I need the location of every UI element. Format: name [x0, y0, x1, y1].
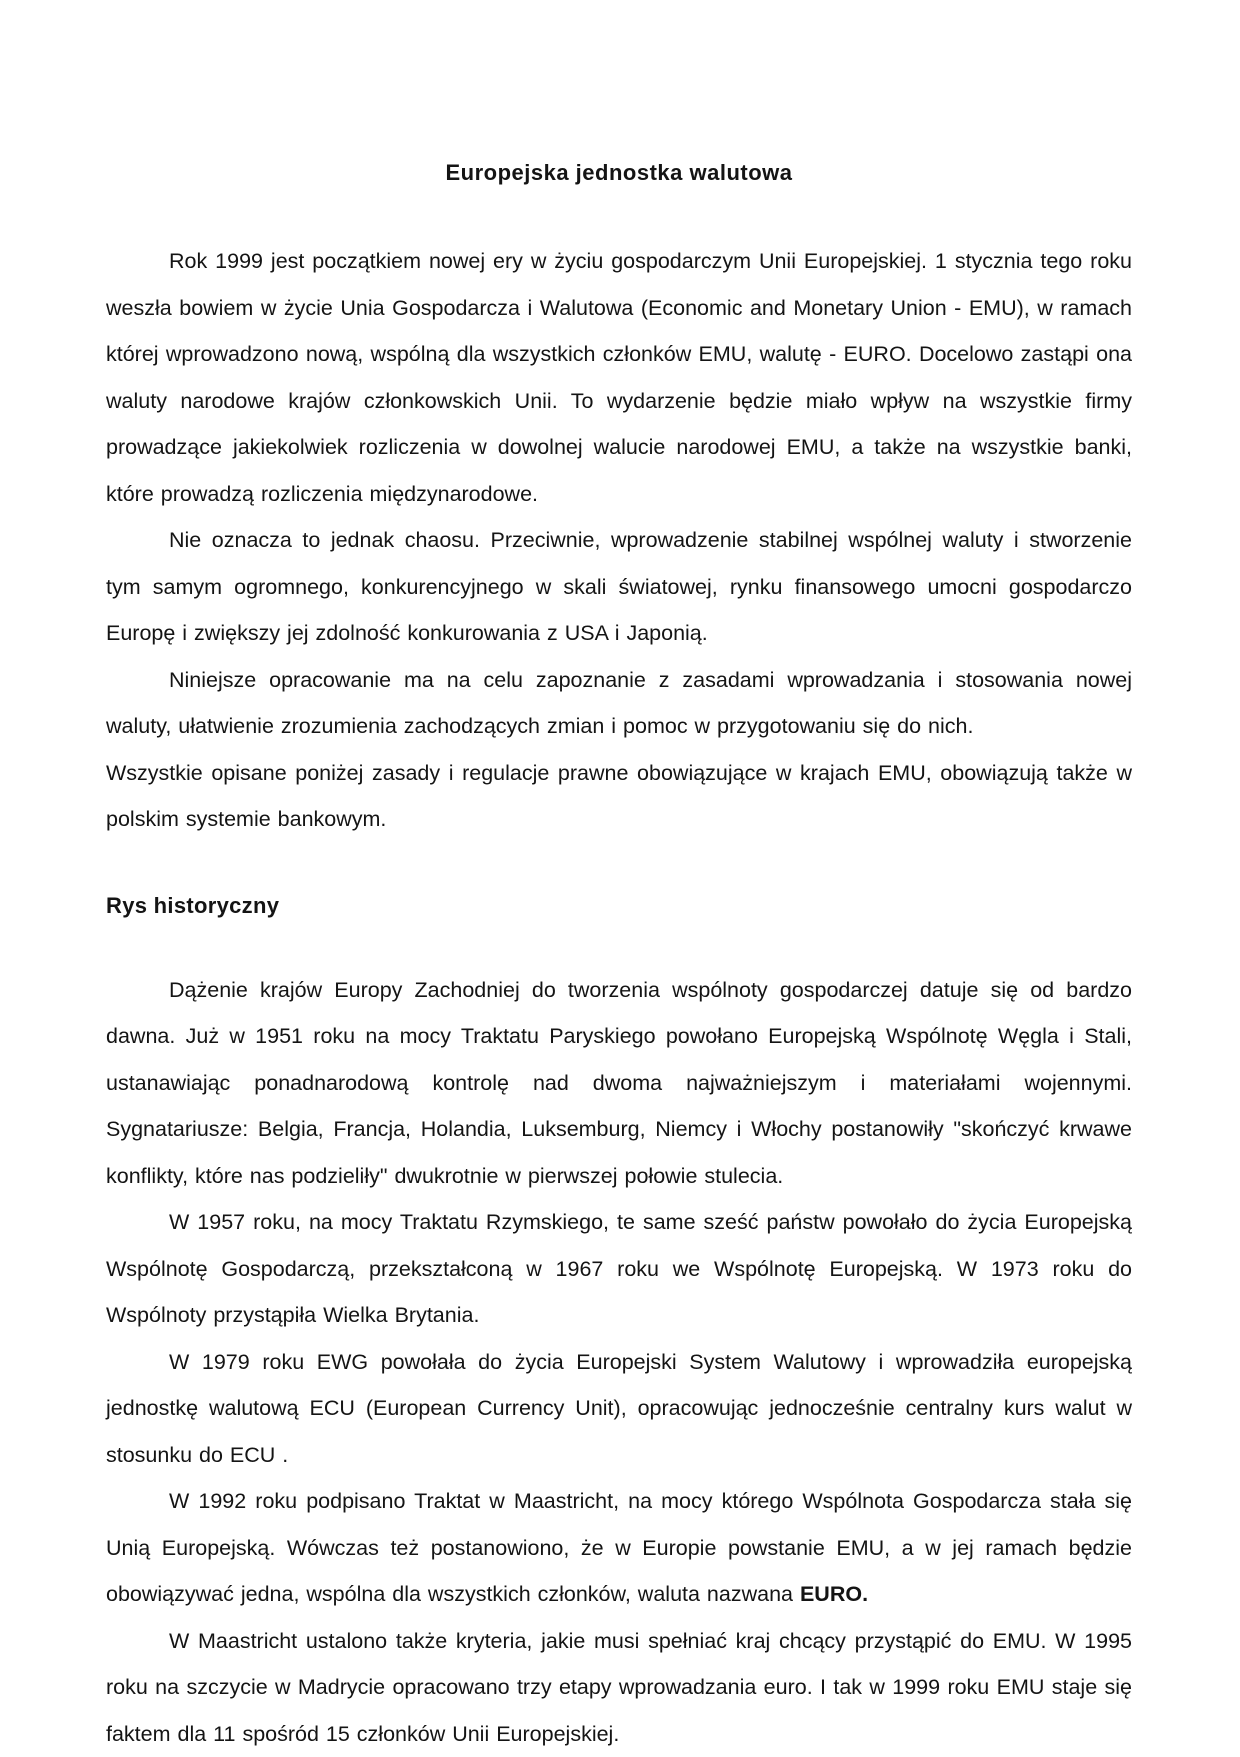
document-title: Europejska jednostka walutowa [106, 160, 1132, 186]
intro-paragraph-1: Rok 1999 jest początkiem nowej ery w życiu gospodarczym Unii Europejskiej. 1 stycznia tego roku weszła bowiem w życie Unia Gospodarcza i Walutowa (Economic and Monetary Union - EMU), w ramach której wprowadzono nową, wspólną dla wszystkich członków EMU, walutę - EURO. Docelowo zastąpi ona waluty narodowe krajów członkowskich Unii. To wydarzenie będzie miało wpływ na wszystkie firmy prowadzące jakiekolwiek rozliczenia w dowolnej walucie narodowej EMU, a także na wszystkie banki, które prowadzą rozliczenia międzynarodowe. [106, 238, 1132, 517]
history-paragraph-1: Dążenie krajów Europy Zachodniej do tworzenia wspólnoty gospodarczej datuje się od bardzo dawna. Już w 1951 roku na mocy Traktatu Paryskiego powołano Europejską Wspólnotę Węgla i Stali, ustanawiając ponadnarodową kontrolę nad dwoma najważniejszym i materiałami wojennymi. Sygnatariusze: Belgia, Francja, Holandia, Luksemburg, Niemcy i Włochy postanowiły "skończyć krwawe konflikty, które nas podzieliły" dwukrotnie w pierwszej połowie stulecia. [106, 967, 1132, 1200]
intro-paragraph-3: Niniejsze opracowanie ma na celu zapoznanie z zasadami wprowadzania i stosowania nowej waluty, ułatwienie zrozumienia zachodzących zmian i pomoc w przygotowaniu się do nich. [106, 657, 1132, 750]
history-paragraph-2: W 1957 roku, na mocy Traktatu Rzymskiego, te same sześć państw powołało do życia Europejską Wspólnotę Gospodarczą, przekształconą w 1967 roku we Wspólnotę Europejską. W 1973 roku do Wspólnoty przystąpiła Wielka Brytania. [106, 1199, 1132, 1339]
euro-bold-text: EURO. [800, 1582, 868, 1606]
intro-paragraph-2: Nie oznacza to jednak chaosu. Przeciwnie, wprowadzenie stabilnej wspólnej waluty i stworzenie tym samym ogromnego, konkurencyjnego w skali światowej, rynku finansowego umocni gospodarczo Europę i zwiększy jej zdolność konkurowania z USA i Japonią. [106, 517, 1132, 657]
history-paragraph-5: W Maastricht ustalono także kryteria, jakie musi spełniać kraj chcący przystąpić do EMU. W 1995 roku na szczycie w Madrycie opracowano trzy etapy wprowadzania euro. I tak w 1999 roku EMU staje się faktem dla 11 spośród 15 członków Unii Europejskiej. [106, 1618, 1132, 1757]
intro-paragraph-4: Wszystkie opisane poniżej zasady i regulacje prawne obowiązujące w krajach EMU, obowiązują także w polskim systemie bankowym. [106, 750, 1132, 843]
section-heading-rys-historyczny: Rys historyczny [106, 893, 1132, 919]
history-paragraph-4-text: W 1992 roku podpisano Traktat w Maastricht, na mocy którego Wspólnota Gospodarcza stała się Unią Europejską. Wówczas też postanowiono, że w Europie powstanie EMU, a w jej ramach będzie obowiązywać jedna, wspólna dla wszystkich członków, waluta nazwana [106, 1489, 1132, 1606]
history-paragraph-4 [106, 1478, 1132, 1618]
history-paragraph-3: W 1979 roku EWG powołała do życia Europejski System Walutowy i wprowadziła europejską jednostkę walutową ECU (European Currency Unit), opracowując jednocześnie centralny kurs walut w stosunku do ECU . [106, 1339, 1132, 1479]
